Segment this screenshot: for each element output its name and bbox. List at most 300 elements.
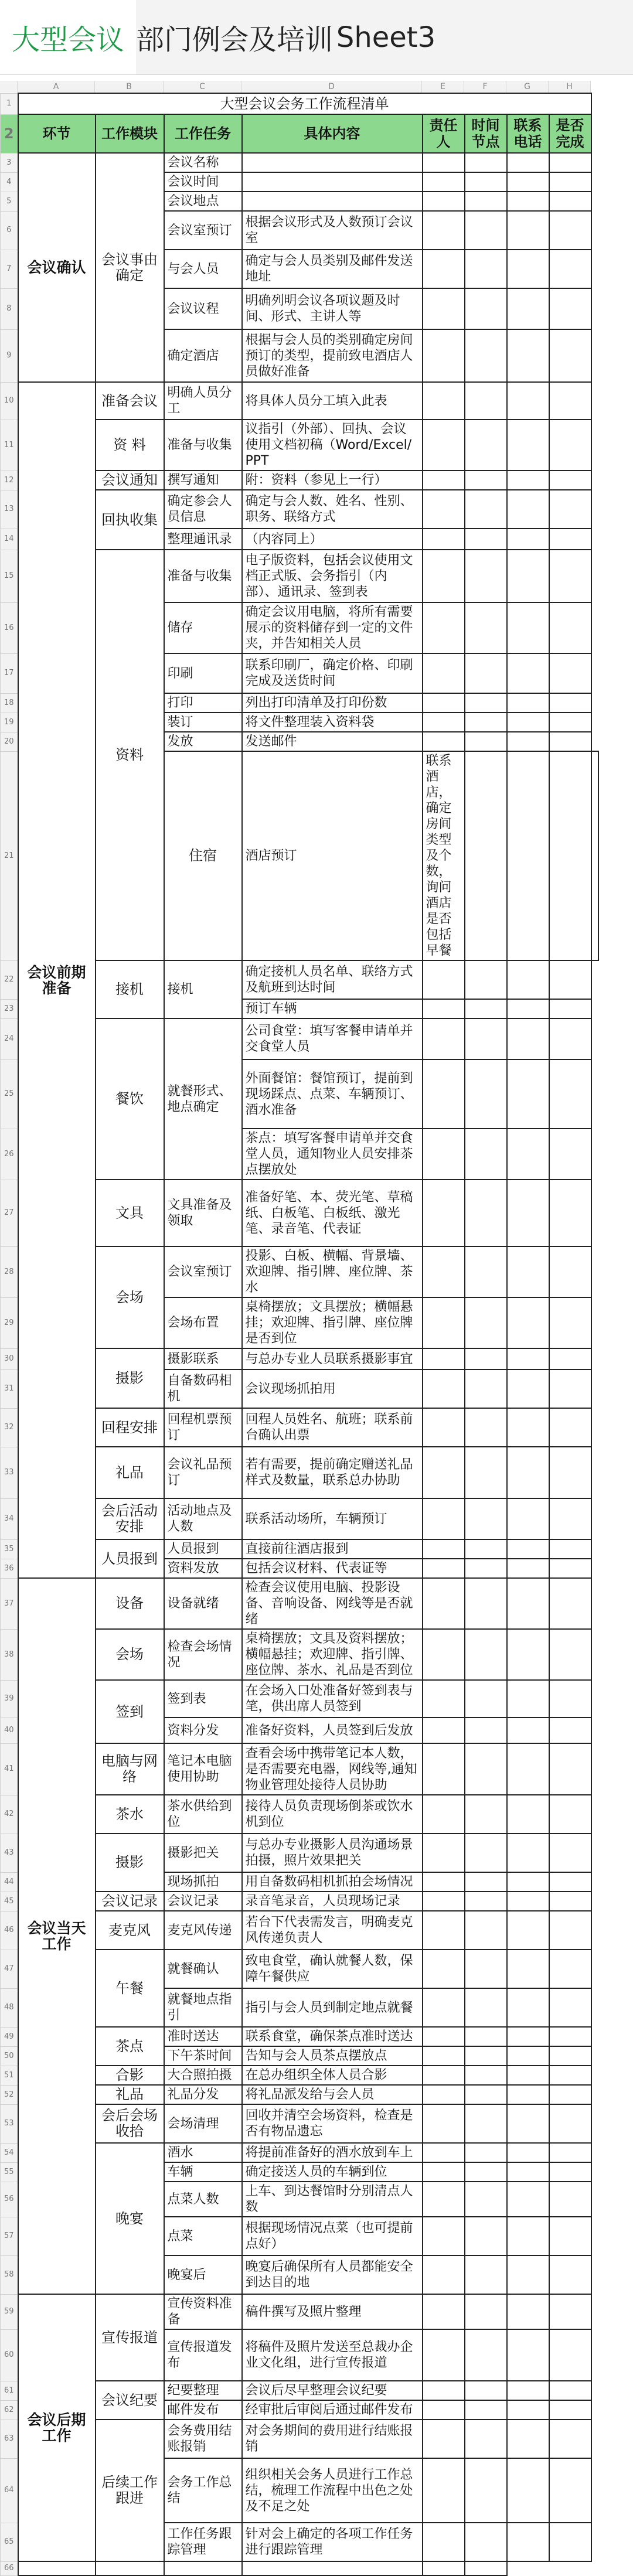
empty-cell[interactable] xyxy=(549,1297,591,1348)
row-number[interactable]: 21 xyxy=(1,751,18,960)
empty-cell[interactable] xyxy=(423,653,465,693)
detail-cell[interactable]: 查看会场中携带笔记本人数，是否需要充电器，网线等,通知物业管理处接待人员协助 xyxy=(242,1743,423,1795)
empty-cell[interactable] xyxy=(549,2294,591,2329)
empty-cell[interactable] xyxy=(465,2420,507,2458)
row-number[interactable]: 61 xyxy=(1,2381,18,2400)
empty-cell[interactable] xyxy=(423,329,465,382)
empty-cell[interactable] xyxy=(242,2561,423,2575)
empty-cell[interactable] xyxy=(549,1578,591,1629)
detail-cell[interactable]: 根据与会人员的类别确定房间预订的类型，提前致电酒店人员做好准备 xyxy=(242,329,423,382)
header-cell[interactable]: 时间节点 xyxy=(465,114,507,153)
empty-cell[interactable] xyxy=(549,1872,591,1892)
column-header-g[interactable]: G xyxy=(506,81,549,93)
row-number[interactable]: 36 xyxy=(1,1559,18,1578)
empty-cell[interactable] xyxy=(423,1447,465,1498)
empty-cell[interactable] xyxy=(507,250,549,288)
task-cell[interactable]: 确定酒店 xyxy=(164,329,242,382)
empty-cell[interactable] xyxy=(507,2294,549,2329)
empty-cell[interactable] xyxy=(423,1872,465,1892)
empty-cell[interactable] xyxy=(507,2420,549,2458)
empty-cell[interactable] xyxy=(507,382,549,420)
empty-cell[interactable] xyxy=(549,2420,591,2458)
row-number[interactable]: 48 xyxy=(1,1988,18,2027)
empty-cell[interactable] xyxy=(549,751,591,960)
row-number[interactable]: 64 xyxy=(1,2458,18,2523)
empty-cell[interactable] xyxy=(465,1369,507,1408)
empty-cell[interactable] xyxy=(423,2104,465,2143)
detail-cell[interactable]: 用自备数码相机抓拍会场情况 xyxy=(242,1872,423,1892)
task-cell[interactable]: 会议名称 xyxy=(164,153,242,172)
empty-cell[interactable] xyxy=(549,2143,591,2162)
empty-cell[interactable] xyxy=(507,288,549,329)
empty-cell[interactable] xyxy=(507,192,549,211)
empty-cell[interactable] xyxy=(465,153,507,172)
empty-cell[interactable] xyxy=(507,1246,549,1297)
empty-cell[interactable] xyxy=(465,329,507,382)
detail-cell[interactable]: 若台下代表需发言，明确麦克风传递负责人 xyxy=(242,1911,423,1950)
module-cell[interactable]: 茶点 xyxy=(96,2027,164,2066)
task-cell[interactable]: 工作任务跟踪管理 xyxy=(164,2523,242,2561)
empty-cell[interactable] xyxy=(507,2027,549,2046)
empty-cell[interactable] xyxy=(465,1629,507,1680)
empty-cell[interactable] xyxy=(465,2143,507,2162)
detail-cell[interactable]: 接待人员负责现场倒茶或饮水机到位 xyxy=(242,1795,423,1834)
empty-cell[interactable] xyxy=(465,1408,507,1447)
empty-cell[interactable] xyxy=(549,1892,591,1911)
empty-cell[interactable] xyxy=(507,1559,549,1578)
empty-cell[interactable] xyxy=(507,1950,549,1988)
empty-cell[interactable] xyxy=(465,960,507,999)
empty-cell[interactable] xyxy=(465,192,507,211)
empty-cell[interactable] xyxy=(465,2458,507,2523)
detail-cell[interactable]: 根据现场情况点菜（也可提前点好） xyxy=(242,2217,423,2255)
empty-cell[interactable] xyxy=(465,529,507,550)
module-cell[interactable]: 午餐 xyxy=(96,1950,164,2027)
module-cell[interactable]: 会议事由确定 xyxy=(96,153,164,382)
stage-cell[interactable]: 会议前期准备 xyxy=(18,382,96,1578)
empty-cell[interactable] xyxy=(423,1408,465,1447)
empty-cell[interactable] xyxy=(423,288,465,329)
empty-cell[interactable] xyxy=(507,999,549,1018)
empty-cell[interactable] xyxy=(549,2182,591,2217)
empty-cell[interactable] xyxy=(465,490,507,529)
detail-cell[interactable]: 与总办专业摄影人员沟通场景拍摄，照片效果把关 xyxy=(242,1834,423,1872)
module-cell[interactable]: 摄影 xyxy=(96,1834,164,1892)
empty-cell[interactable] xyxy=(507,751,549,960)
empty-cell[interactable] xyxy=(423,2255,465,2294)
row-number[interactable]: 49 xyxy=(1,2027,18,2046)
empty-cell[interactable] xyxy=(423,1369,465,1408)
module-cell[interactable]: 晚宴 xyxy=(96,2143,164,2294)
row-number[interactable]: 34 xyxy=(1,1498,18,1539)
empty-cell[interactable] xyxy=(549,2400,591,2420)
empty-cell[interactable] xyxy=(549,153,591,172)
empty-cell[interactable] xyxy=(423,2523,465,2561)
empty-cell[interactable] xyxy=(465,1018,507,1059)
detail-cell[interactable]: 上车、到达餐馆时分别清点人数 xyxy=(242,2182,423,2217)
task-cell[interactable]: 会议议程 xyxy=(164,288,242,329)
row-number[interactable]: 60 xyxy=(1,2329,18,2381)
empty-cell[interactable] xyxy=(507,1180,549,1246)
empty-cell[interactable] xyxy=(465,382,507,420)
task-cell[interactable]: 邮件发布 xyxy=(164,2400,242,2420)
task-cell[interactable]: 酒水 xyxy=(164,2143,242,2162)
row-number[interactable]: 37 xyxy=(1,1578,18,1629)
row-number[interactable]: 29 xyxy=(1,1297,18,1348)
empty-cell[interactable] xyxy=(465,1297,507,1348)
empty-cell[interactable] xyxy=(507,490,549,529)
row-number[interactable]: 9 xyxy=(1,329,18,382)
row-number[interactable]: 31 xyxy=(1,1369,18,1408)
row-number[interactable]: 55 xyxy=(1,2162,18,2182)
empty-cell[interactable] xyxy=(549,2066,591,2085)
empty-cell[interactable] xyxy=(465,2066,507,2085)
empty-cell[interactable] xyxy=(549,602,591,653)
row-number[interactable]: 59 xyxy=(1,2294,18,2329)
row-number[interactable]: 51 xyxy=(1,2066,18,2085)
row-number[interactable]: 52 xyxy=(1,2085,18,2104)
detail-cell[interactable] xyxy=(96,2561,164,2575)
empty-cell[interactable] xyxy=(423,172,465,192)
module-cell[interactable]: 会后会场收拾 xyxy=(96,2104,164,2143)
module-cell[interactable]: 茶水 xyxy=(96,1795,164,1834)
empty-cell[interactable] xyxy=(423,1498,465,1539)
sheet-title[interactable]: 大型会议会务工作流程清单 xyxy=(18,93,591,114)
empty-cell[interactable] xyxy=(465,1348,507,1369)
detail-cell[interactable]: 组织相关会务人员进行工作总结，梳理工作流程中出色之处及不足之处 xyxy=(242,2458,423,2523)
empty-cell[interactable] xyxy=(549,1408,591,1447)
detail-cell[interactable]: 附：资料（参见上一行） xyxy=(242,471,423,490)
empty-cell[interactable] xyxy=(423,1834,465,1872)
module-cell[interactable]: 设备 xyxy=(96,1578,164,1629)
empty-cell[interactable] xyxy=(507,1680,549,1718)
detail-cell[interactable]: 准备好笔、本、荧光笔、草稿纸、白板笔、白板纸、激光笔、录音笔、代表证 xyxy=(242,1180,423,1246)
task-cell[interactable]: 资料发放 xyxy=(164,1559,242,1578)
row-number[interactable]: 28 xyxy=(1,1246,18,1297)
task-cell[interactable]: 撰写通知 xyxy=(164,471,242,490)
module-cell[interactable]: 资料 xyxy=(96,550,164,960)
task-cell[interactable]: 资料分发 xyxy=(164,1718,242,1743)
detail-cell[interactable]: 茶点：填写客餐申请单并交食堂人员，通知物业人员安排茶点摆放处 xyxy=(242,1129,423,1180)
empty-cell[interactable] xyxy=(549,1059,591,1129)
module-cell[interactable]: 宣传报道 xyxy=(96,2294,164,2381)
empty-cell[interactable] xyxy=(549,1718,591,1743)
empty-cell[interactable] xyxy=(549,471,591,490)
empty-cell[interactable] xyxy=(423,1892,465,1911)
row-number[interactable]: 38 xyxy=(1,1629,18,1680)
detail-cell[interactable]: 将文件整理装入资料袋 xyxy=(242,713,423,732)
detail-cell[interactable]: 公司食堂：填写客餐申请单并交食堂人员 xyxy=(242,1018,423,1059)
detail-cell[interactable]: 确定接机人员名单、联络方式及航班到达时间 xyxy=(242,960,423,999)
task-cell[interactable]: 下午茶时间 xyxy=(164,2046,242,2066)
empty-cell[interactable] xyxy=(465,1892,507,1911)
detail-cell[interactable]: 对会务期间的费用进行结账报销 xyxy=(242,2420,423,2458)
task-cell[interactable]: 麦克风传递 xyxy=(164,1911,242,1950)
row-number[interactable]: 25 xyxy=(1,1059,18,1129)
empty-cell[interactable] xyxy=(549,2458,591,2523)
empty-cell[interactable] xyxy=(423,153,465,172)
empty-cell[interactable] xyxy=(423,2027,465,2046)
column-header-f[interactable]: F xyxy=(464,81,506,93)
module-cell[interactable]: 会场 xyxy=(96,1246,164,1348)
empty-cell[interactable] xyxy=(423,1559,465,1578)
task-cell[interactable]: 现场抓拍 xyxy=(164,1872,242,1892)
detail-cell[interactable]: 回程人员姓名、航班；联系前台确认出票 xyxy=(242,1408,423,1447)
row-number[interactable]: 62 xyxy=(1,2400,18,2420)
task-cell[interactable]: 会场布置 xyxy=(164,1297,242,1348)
task-cell[interactable]: 会议地点 xyxy=(164,192,242,211)
row-number[interactable]: 46 xyxy=(1,1911,18,1950)
empty-cell[interactable] xyxy=(507,2381,549,2400)
empty-cell[interactable] xyxy=(549,1988,591,2027)
empty-cell[interactable] xyxy=(465,2381,507,2400)
empty-cell[interactable] xyxy=(507,713,549,732)
empty-cell[interactable] xyxy=(465,2104,507,2143)
empty-cell[interactable] xyxy=(549,1447,591,1498)
task-cell[interactable]: 会务费用结账报销 xyxy=(164,2420,242,2458)
empty-cell[interactable] xyxy=(423,420,465,471)
row-number[interactable]: 27 xyxy=(1,1180,18,1246)
empty-cell[interactable] xyxy=(423,211,465,250)
row-number[interactable]: 18 xyxy=(1,693,18,713)
empty-cell[interactable] xyxy=(465,2294,507,2329)
empty-cell[interactable] xyxy=(549,960,591,999)
empty-cell[interactable] xyxy=(507,2046,549,2066)
detail-cell[interactable]: 录音笔录音，人员现场记录 xyxy=(242,1892,423,1911)
empty-cell[interactable] xyxy=(423,2217,465,2255)
detail-cell[interactable]: 列出打印清单及打印份数 xyxy=(242,693,423,713)
task-cell[interactable]: 纪要整理 xyxy=(164,2381,242,2400)
empty-cell[interactable] xyxy=(507,1408,549,1447)
detail-cell[interactable]: 联系印刷厂，确定价格、印刷完成及送货时间 xyxy=(242,653,423,693)
empty-cell[interactable] xyxy=(465,2046,507,2066)
empty-cell[interactable] xyxy=(507,1369,549,1408)
task-cell[interactable]: 检查会场情况 xyxy=(164,1629,242,1680)
empty-cell[interactable] xyxy=(549,2104,591,2143)
empty-cell[interactable] xyxy=(549,211,591,250)
empty-cell[interactable] xyxy=(465,999,507,1018)
empty-cell[interactable] xyxy=(507,2182,549,2217)
empty-cell[interactable] xyxy=(507,2458,549,2523)
module-cell[interactable]: 后续工作跟进 xyxy=(96,2420,164,2561)
empty-cell[interactable] xyxy=(507,2217,549,2255)
task-cell[interactable]: 会议记录 xyxy=(164,1892,242,1911)
detail-cell[interactable]: 稿件撰写及照片整理 xyxy=(242,2294,423,2329)
empty-cell[interactable] xyxy=(465,653,507,693)
row-number[interactable]: 45 xyxy=(1,1892,18,1911)
task-cell[interactable]: 与会人员 xyxy=(164,250,242,288)
row-number[interactable]: 24 xyxy=(1,1018,18,1059)
column-header-a[interactable]: A xyxy=(18,81,95,93)
detail-cell[interactable] xyxy=(242,172,423,192)
empty-cell[interactable] xyxy=(423,2458,465,2523)
task-cell[interactable]: 就餐地点指引 xyxy=(164,1988,242,2027)
empty-cell[interactable] xyxy=(507,1018,549,1059)
module-cell[interactable]: 资 料 xyxy=(96,420,164,471)
detail-cell[interactable]: 包括会议材料、代表证等 xyxy=(242,1559,423,1578)
empty-cell[interactable] xyxy=(465,1680,507,1718)
empty-cell[interactable] xyxy=(507,329,549,382)
task-cell[interactable]: 打印 xyxy=(164,693,242,713)
header-cell[interactable]: 责任人 xyxy=(423,114,465,153)
empty-cell[interactable] xyxy=(549,732,591,751)
empty-cell[interactable] xyxy=(507,471,549,490)
detail-cell[interactable]: 投影、白板、横幅、背景墙、欢迎牌、指引牌、座位牌、茶水 xyxy=(242,1246,423,1297)
detail-cell[interactable]: 确定与会人员类别及邮件发送地址 xyxy=(242,250,423,288)
empty-cell[interactable] xyxy=(423,1059,465,1129)
column-header-d[interactable]: D xyxy=(241,81,422,93)
header-cell[interactable]: 环节 xyxy=(18,114,96,153)
row-number[interactable]: 43 xyxy=(1,1834,18,1872)
empty-cell[interactable] xyxy=(465,1872,507,1892)
task-cell[interactable]: 笔记本电脑使用协助 xyxy=(164,1743,242,1795)
detail-cell[interactable]: 明确列明会议各项议题及时间、形式、主讲人等 xyxy=(242,288,423,329)
row-number[interactable]: 54 xyxy=(1,2143,18,2162)
row-number[interactable]: 40 xyxy=(1,1718,18,1743)
empty-cell[interactable] xyxy=(507,1629,549,1680)
detail-cell[interactable]: 联系活动场所，车辆预订 xyxy=(242,1498,423,1539)
empty-cell[interactable] xyxy=(549,713,591,732)
row-number[interactable]: 35 xyxy=(1,1539,18,1559)
empty-cell[interactable] xyxy=(465,1447,507,1498)
empty-cell[interactable] xyxy=(465,1539,507,1559)
detail-cell[interactable]: 联系食堂，确保茶点准时送达 xyxy=(242,2027,423,2046)
empty-cell[interactable] xyxy=(549,192,591,211)
empty-cell[interactable] xyxy=(465,2217,507,2255)
empty-cell[interactable] xyxy=(465,288,507,329)
empty-cell[interactable] xyxy=(423,2381,465,2400)
empty-cell[interactable] xyxy=(549,1539,591,1559)
empty-cell[interactable] xyxy=(423,2182,465,2217)
module-cell[interactable]: 电脑与网络 xyxy=(96,1743,164,1795)
empty-cell[interactable] xyxy=(423,1950,465,1988)
task-cell[interactable]: 摄影把关 xyxy=(164,1834,242,1872)
task-cell[interactable]: 设备就绪 xyxy=(164,1578,242,1629)
empty-cell[interactable] xyxy=(164,2561,242,2575)
task-cell[interactable]: 签到表 xyxy=(164,1680,242,1718)
empty-cell[interactable] xyxy=(465,471,507,490)
row-number[interactable]: 17 xyxy=(1,653,18,693)
row-number[interactable]: 6 xyxy=(1,211,18,250)
empty-cell[interactable] xyxy=(465,211,507,250)
task-cell[interactable] xyxy=(18,2561,96,2575)
empty-cell[interactable] xyxy=(549,2255,591,2294)
detail-cell[interactable]: 会议现场抓拍用 xyxy=(242,1369,423,1408)
empty-cell[interactable] xyxy=(549,1743,591,1795)
empty-cell[interactable] xyxy=(549,2162,591,2182)
select-all-corner[interactable] xyxy=(0,81,18,93)
empty-cell[interactable] xyxy=(507,529,549,550)
task-cell[interactable]: 整理通讯录 xyxy=(164,529,242,550)
module-cell[interactable]: 合影 xyxy=(96,2066,164,2085)
empty-cell[interactable] xyxy=(465,2561,507,2575)
empty-cell[interactable] xyxy=(549,1911,591,1950)
empty-cell[interactable] xyxy=(507,1795,549,1834)
empty-cell[interactable] xyxy=(423,1743,465,1795)
task-cell[interactable]: 回程机票预订 xyxy=(164,1408,242,1447)
sheet-tab-1[interactable]: 大型会议 xyxy=(0,0,136,74)
task-cell[interactable]: 发放 xyxy=(164,732,242,751)
task-cell[interactable]: 车辆 xyxy=(164,2162,242,2182)
empty-cell[interactable] xyxy=(465,2027,507,2046)
empty-cell[interactable] xyxy=(423,693,465,713)
stage-cell[interactable]: 会议后期工作 xyxy=(18,2294,96,2561)
empty-cell[interactable] xyxy=(423,1018,465,1059)
empty-cell[interactable] xyxy=(549,999,591,1018)
empty-cell[interactable] xyxy=(465,732,507,751)
empty-cell[interactable] xyxy=(465,1834,507,1872)
header-cell[interactable]: 联系电话 xyxy=(507,114,549,153)
empty-cell[interactable] xyxy=(549,1680,591,1718)
task-cell[interactable]: 会议时间 xyxy=(164,172,242,192)
empty-cell[interactable] xyxy=(549,1795,591,1834)
task-cell[interactable]: 礼品分发 xyxy=(164,2085,242,2104)
empty-cell[interactable] xyxy=(507,1447,549,1498)
detail-cell[interactable]: 电子版资料，包括会议使用文档正式版、会务指引（内部）、通讯录、签到表 xyxy=(242,550,423,602)
module-cell[interactable]: 礼品 xyxy=(96,1447,164,1498)
empty-cell[interactable] xyxy=(507,1743,549,1795)
empty-cell[interactable] xyxy=(423,2143,465,2162)
empty-cell[interactable] xyxy=(465,2329,507,2381)
task-cell[interactable]: 茶水供给到位 xyxy=(164,1795,242,1834)
module-cell[interactable]: 会议通知 xyxy=(96,471,164,490)
row-number[interactable]: 50 xyxy=(1,2046,18,2066)
empty-cell[interactable] xyxy=(507,2400,549,2420)
detail-cell[interactable]: 桌椅摆放；文具及资料摆放；横幅悬挂；欢迎牌、指引牌、座位牌、茶水、礼品是否到位 xyxy=(242,1629,423,1680)
column-header-b[interactable]: B xyxy=(95,81,164,93)
row-number[interactable]: 15 xyxy=(1,550,18,602)
task-cell[interactable]: 点菜 xyxy=(164,2217,242,2255)
detail-cell[interactable]: 将礼品派发给与会人员 xyxy=(242,2085,423,2104)
detail-cell[interactable]: 与总办专业人员联系摄影事宜 xyxy=(242,1348,423,1369)
empty-cell[interactable] xyxy=(507,153,549,172)
empty-cell[interactable] xyxy=(423,1680,465,1718)
row-number[interactable]: 2 xyxy=(1,114,18,153)
empty-cell[interactable] xyxy=(423,2329,465,2381)
empty-cell[interactable] xyxy=(423,1297,465,1348)
empty-cell[interactable] xyxy=(549,2381,591,2400)
row-number[interactable]: 42 xyxy=(1,1795,18,1834)
task-cell[interactable]: 自备数码相机 xyxy=(164,1369,242,1408)
empty-cell[interactable] xyxy=(507,1718,549,1743)
module-cell[interactable]: 会议纪要 xyxy=(96,2381,164,2420)
task-cell[interactable]: 会议室预订 xyxy=(164,1246,242,1297)
empty-cell[interactable] xyxy=(465,1911,507,1950)
empty-cell[interactable] xyxy=(465,1988,507,2027)
detail-cell[interactable]: 桌椅摆放；文具摆放；横幅悬挂；欢迎牌、指引牌、座位牌是否到位 xyxy=(242,1297,423,1348)
row-number[interactable]: 47 xyxy=(1,1950,18,1988)
module-cell[interactable]: 会议记录 xyxy=(96,1892,164,1911)
empty-cell[interactable] xyxy=(549,2329,591,2381)
empty-cell[interactable] xyxy=(423,1246,465,1297)
empty-cell[interactable] xyxy=(507,1834,549,1872)
sheet-tab-2[interactable]: 部门例会及培训 xyxy=(136,0,333,74)
empty-cell[interactable] xyxy=(465,550,507,602)
empty-cell[interactable] xyxy=(549,1180,591,1246)
empty-cell[interactable] xyxy=(423,960,465,999)
row-number[interactable]: 23 xyxy=(1,999,18,1018)
empty-cell[interactable] xyxy=(591,751,598,960)
row-number[interactable]: 63 xyxy=(1,2420,18,2458)
empty-cell[interactable] xyxy=(507,550,549,602)
row-number[interactable]: 7 xyxy=(1,250,18,288)
row-number[interactable]: 14 xyxy=(1,529,18,550)
empty-cell[interactable] xyxy=(507,211,549,250)
task-cell[interactable]: 文具准备及领取 xyxy=(164,1180,242,1246)
task-cell[interactable]: 就餐形式、地点确定 xyxy=(164,1018,242,1180)
row-number[interactable]: 33 xyxy=(1,1447,18,1498)
task-cell[interactable]: 会场清理 xyxy=(164,2104,242,2143)
